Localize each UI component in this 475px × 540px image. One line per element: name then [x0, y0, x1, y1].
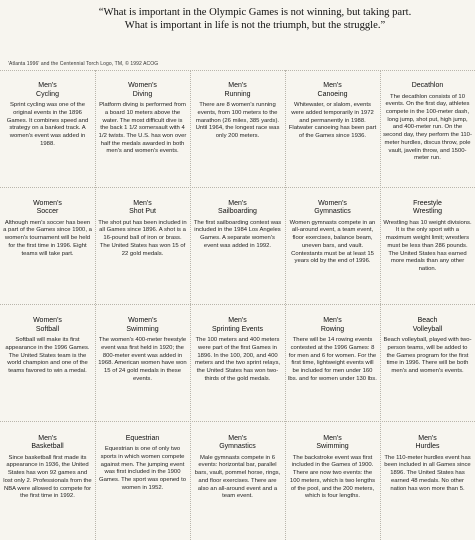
stamp-text: Sprint cycling was one of the original events in the 1896 Games. It combines speed and strategy on a banked track. A women's event was added in 1988.	[6, 102, 89, 147]
stamp-text: Although men's soccer has been a part of the Games since 1900, a women's tournament will be held for the first time in 1996. Eight teams will take part.	[3, 219, 92, 257]
stamp-title: Men's Sprinting Events	[212, 317, 263, 333]
stamp-text: The decathlon consists of 10 events. On the first day, athletes compete in the 100-meter dash, long jump, shot put, high jump, and 400-meter run. On the second day, they perform the 110-meter hurdles, discus throw, pole vault, javelin throw, and 1500-meter run.	[383, 93, 472, 162]
stamp-text: There will be 14 rowing events contested at the 1996 Games: 8 for men and 6 for women. For the first time, lightweight events will be included for men under 160 lbs. and for women under 130 lbs.	[288, 337, 377, 382]
stamp-grid	[0, 70, 475, 540]
stamp-beach-volleyball	[380, 315, 475, 421]
stamp-mens-hurdles	[380, 433, 475, 539]
quote-line-2: What is important in life is not the triumph, but the struggle.”	[124, 20, 386, 31]
olympic-creed-quote	[40, 6, 470, 32]
stamp-womens-gymnastics	[285, 198, 380, 304]
stamp-text: The 100 meters and 400 meters were part of the first Games in 1896. In the 100, 200, and 400 meters and the two sprint relays, the United States has won two-thirds of the gold medals.	[194, 337, 281, 382]
stamp-freestyle-wrestling	[380, 198, 475, 304]
stamp-title: Women's Soccer	[33, 199, 62, 216]
stamp-title: Men's Running	[224, 82, 251, 98]
stamp-mens-gymnastics	[190, 433, 285, 539]
stamp-mens-cycling	[0, 80, 95, 186]
stamp-title: Men's Shot Put	[129, 199, 156, 216]
stamp-womens-soccer	[0, 198, 95, 304]
stamp-mens-basketball	[0, 433, 95, 539]
stamp-title: Men's Swimming	[316, 434, 349, 451]
stamp-title: Men's Gymnastics	[219, 434, 256, 451]
stamp-title: Women's Swimming	[126, 317, 159, 333]
stamp-title: Women's Diving	[128, 82, 157, 98]
stamp-equestrian	[95, 433, 190, 539]
stamp-title: Beach Volleyball	[412, 317, 443, 333]
stamp-title: Men's Hurdles	[415, 434, 440, 451]
stamp-text: The first sailboarding contest was included in the 1984 Los Angeles Games. A separate women's event was added in 1992.	[193, 219, 282, 249]
stamp-title: Women's Gymnastics	[314, 199, 351, 216]
stamp-title: Men's Canoeing	[317, 82, 348, 98]
stamp-text: Platform diving is performed from a board 10 meters above the water. The most difficult dive is the back 1 1/2 somersault with 4 1/2 twists. The U.S. has won over half the medals awarded in both men's and women's events.	[98, 102, 187, 155]
stamp-text: Beach volleyball, played with two-person teams, will be added to the Games program for the first time in 1996. There will be both men's and women's events.	[383, 337, 472, 374]
stamp-womens-diving	[95, 80, 190, 186]
stamp-text: Softball will make its first appearance in the 1996 Games. The United States team is the world champion and one of the teams favored to win a medal.	[5, 337, 90, 374]
stamp-title: Decathlon	[411, 82, 444, 89]
stamp-mens-running	[190, 80, 285, 186]
stamp-mens-sprinting-events	[190, 315, 285, 421]
stamp-decathlon	[380, 80, 475, 186]
stamp-text: Since basketball first made its appearance in 1936, the United States has won 92 games and lost only 2. Professionals from the NBA were allowed to compete for the first time in 1992.	[3, 454, 92, 500]
stamp-text: The shot put has been included in all Games since 1896. A shot is a 16-pound ball of iron or brass. The United States has won 15 of 22 gold medals.	[98, 219, 187, 257]
stamp-title: Men's Rowing	[320, 317, 345, 333]
stamp-mens-shot-put	[95, 198, 190, 304]
stamp-text: Equestrian is one of only two sports in which women compete against men. The jumping event was first included in the 1900 Games. The sport was opened to women in 1952.	[99, 446, 186, 491]
stamp-text: The 110-meter hurdles event has been included in all Games since 1896. The United States has earned 48 medals. No other nation has won more than 5.	[384, 454, 471, 492]
stamp-mens-swimming	[285, 433, 380, 539]
stamp-text: Whitewater, or slalom, events were added temporarily in 1972 and permanently in 1988. Flatwater canoeing has been part of the Games since 1936.	[288, 102, 377, 139]
stamp-mens-canoeing	[285, 80, 380, 186]
stamp-title: Freestyle Wrestling	[412, 199, 443, 216]
stamp-womens-swimming	[95, 315, 190, 421]
stamp-mens-sailboarding	[190, 198, 285, 304]
stamp-text: The women's 400-meter freestyle event was first held in 1920; the 800-meter event was added in 1968. American women have won 15 of 24 gold medals in these events.	[98, 337, 187, 382]
copyright-notice: 'Atlanta 1996' and the Centennial Torch Logo, TM, © 1992 ACOG	[8, 61, 159, 67]
stamp-text: The backstroke event was first included in the Games of 1900. There are now two events: the 100 meters, which is two lengths of the pool, and the 200 meters, which is four lengths.	[289, 454, 376, 500]
stamp-title: Men's Basketball	[31, 434, 64, 451]
quote-line-1: “What is important in the Olympic Games is not winning, but taking part.	[98, 7, 412, 18]
stamp-text: Wrestling has 10 weight divisions. It is the only sport with a maximum weight limit; wrestlers must be less than 286 pounds. The United States has earned more medals than any other nation.	[383, 219, 472, 272]
stamp-text: Male gymnasts compete in 6 events: horizontal bar, parallel bars, vault, pommel horse, rings, and floor exercises. There are also an all-around event and a team event.	[194, 454, 281, 500]
stamp-mens-rowing	[285, 315, 380, 421]
stamp-text: There are 8 women's running events, from 100 meters to the marathon (26 miles, 385 yards). Until 1964, the longest race was only 200 meters.	[195, 102, 280, 139]
stamp-title: Men's Cycling	[36, 82, 59, 98]
stamp-title: Women's Softball	[33, 317, 62, 333]
stamp-text: Women gymnasts compete in an all-around event, a team event, floor exercises, balance beam, uneven bars, and vault. Contestants must be at least 15 years old by the end of 1996.	[289, 219, 376, 265]
stamp-womens-softball	[0, 315, 95, 421]
stamp-title: Equestrian	[125, 434, 160, 442]
stamp-title: Men's Sailboarding	[218, 199, 257, 216]
